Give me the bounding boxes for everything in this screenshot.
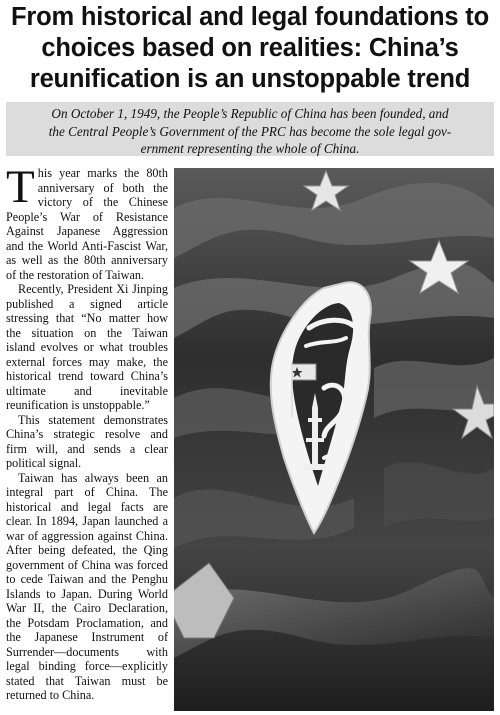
paragraph-1-text: his year marks the 80th anniversary of both the victory of the Chinese People’s War of Resistance Against Japanese Aggression and the World Anti-Fascist War, as well as the 80th anniversary of the restoration of Taiwan. [6, 166, 168, 282]
illustration [174, 168, 494, 711]
lede-line-2: the Central People’s Government of the PRC has become the sole legal gov- [48, 123, 452, 139]
lede-line-3: ernment representing the whole of China. [140, 141, 360, 156]
headline-line-3: reunification is an unstoppable trend [29, 65, 471, 93]
paragraph-3: This statement demonstrates China’s strategic resolve and firm will, and sends a clear political signal. [6, 412, 168, 470]
drop-cap: T [6, 161, 35, 213]
lede-line-1: On October 1, 1949, the People’s Republic of China has been founded, and [51, 106, 449, 121]
headline-line-1: From historical and legal foundations to [11, 3, 489, 31]
paragraph-4: Taiwan has always been an integral part of China. The historical and legal facts are clear. In 1894, Japan launched a war of aggression against China. After being defeated, the Qing government of China was forced to cede Taiwan and the Penghu Islands to Japan. During World War II, the Cairo Declaration, the Potsdam Proclamation, and the Japanese Instrument of Surrender—documents with legal binding force—explicitly stated that Taiwan must be returned to China. [6, 470, 168, 702]
paragraph-2: Recently, President Xi Jinping published a signed article stressing that “No matter how the situation on the Taiwan island evolves or what troubles external forces may make, the historical trend toward China’s ultimate and inevitable reunification is unstoppable.” [6, 282, 168, 412]
headline [8, 2, 492, 95]
paragraph-1 [6, 161, 168, 282]
headline-line-2: choices based on realities: China’s [41, 34, 459, 62]
lede-box [6, 102, 494, 156]
article-body [6, 161, 168, 703]
